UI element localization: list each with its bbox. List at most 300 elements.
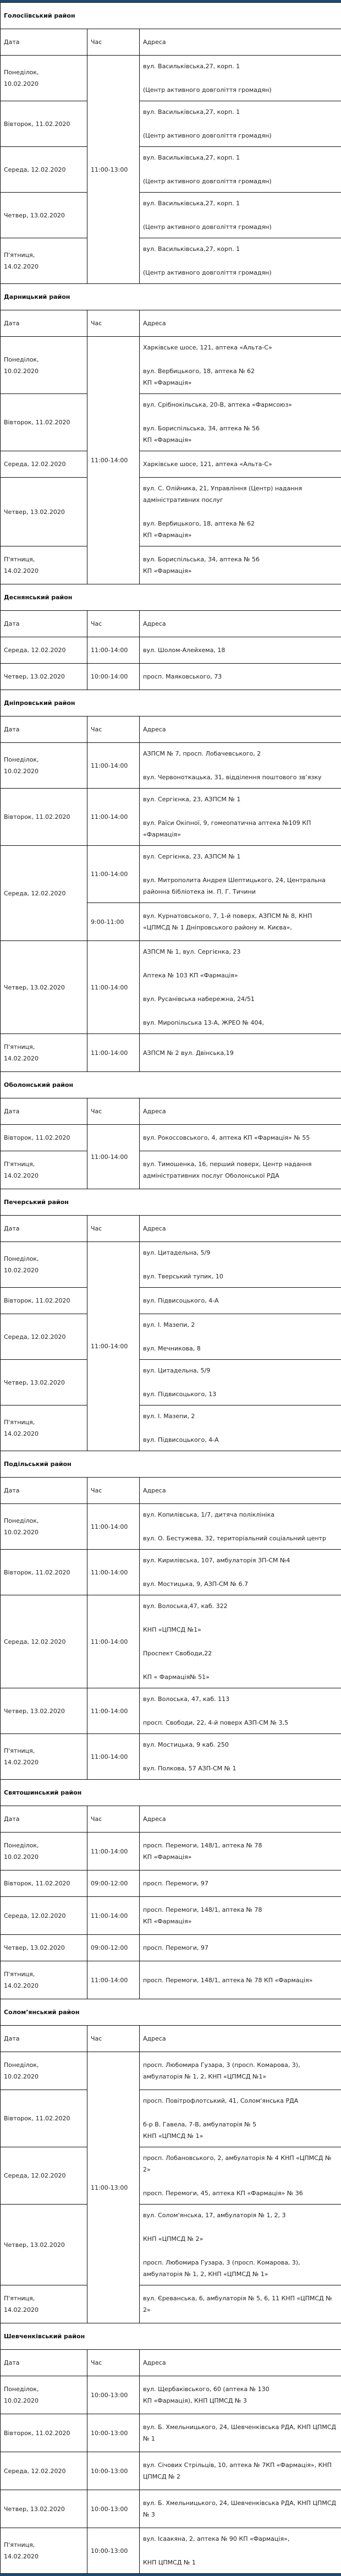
address-cell	[140, 2490, 341, 2528]
address-line: АЗПСМ № 2 вул. Двінська,19	[143, 1047, 338, 1059]
district-heading-row	[1, 284, 341, 310]
district-name: Голосіївський район	[1, 3, 341, 29]
table-row	[1, 846, 341, 903]
address-line: Проспект Свободи,22	[143, 1648, 338, 1659]
address-cell	[140, 2285, 341, 2323]
address-line: вул. Васильківська,27, корп. 1	[143, 152, 338, 163]
address-cell	[140, 1550, 341, 1595]
address-column-header: Адреса	[140, 310, 341, 337]
date-cell	[1, 238, 87, 284]
column-header-row	[1, 2350, 341, 2376]
date-cell	[1, 101, 87, 147]
time-cell: 11:00-14:00	[87, 789, 140, 846]
address-line: просп. Любомира Гузара, 3 (просп. Комарова, 3), амбулаторія № 1, 2, КНП «ЦПМСД № 1»	[143, 2257, 338, 2280]
date-cell	[1, 1595, 87, 1688]
time-cell: 10:00-13:00	[87, 2414, 140, 2452]
date-text: П'ятниця, 14.02.2020	[4, 1419, 38, 1437]
address-cell	[140, 1871, 341, 1897]
address-line: просп. Лобановського, 2, амбулаторія № 4 КНП «ЦПМСД № 2»	[143, 2152, 338, 2175]
date-cell	[1, 2147, 87, 2205]
table-row	[1, 2090, 341, 2147]
table-row	[1, 1897, 341, 1935]
district-heading-row	[1, 584, 341, 611]
address-cell	[140, 941, 341, 1034]
address-line: вул. Раїси Окіпної, 9, гомеопатична аптека №109 КП «Фармація»	[143, 817, 338, 840]
time-cell: 11:00-14:00	[87, 1034, 140, 1072]
date-text: Вівторок, 11.02.2020	[4, 419, 70, 426]
address-cell	[140, 2090, 341, 2147]
address-line: вул. О. Бестужева, 32, територіальний соціальний центр	[143, 1533, 338, 1544]
address-cell	[140, 394, 341, 451]
address-cell	[140, 1734, 341, 1780]
time-column-header: Час	[87, 717, 140, 743]
address-cell	[140, 478, 341, 546]
date-text: П'ятниця, 14.02.2020	[4, 1971, 38, 1989]
column-header-row	[1, 310, 341, 337]
date-cell	[1, 1897, 87, 1935]
address-line: вул. Підвисоцького, 4-А	[143, 1295, 338, 1306]
time-column-header: Час	[87, 1216, 140, 1242]
date-text: Вівторок, 11.02.2020	[4, 121, 70, 128]
table-row	[1, 1504, 341, 1550]
date-column-header: Дата	[1, 717, 87, 743]
bottom-accent-bar	[0, 2574, 341, 2576]
date-text: Четвер, 13.02.2020	[4, 1379, 65, 1386]
address-cell	[140, 2414, 341, 2452]
date-cell	[1, 846, 87, 941]
address-line: Аптека № 103 КП «Фармація»	[143, 970, 338, 981]
district-name: Печерський район	[1, 1189, 341, 1216]
date-cell	[1, 1504, 87, 1550]
address-line: вул. Б. Хмельницького, 24, Шевченківська РДА, КНП ЦПМСД № 1	[143, 2421, 338, 2444]
district-name: Дніпровський район	[1, 690, 341, 717]
date-cell	[1, 147, 87, 193]
date-cell	[1, 1405, 87, 1451]
address-line: просп. Перемоги, 45, аптека КП «Фармація» № 36	[143, 2187, 338, 2199]
date-cell	[1, 941, 87, 1034]
address-line: вул. Підвисоцького, 4-А	[143, 1434, 338, 1446]
time-column-header: Час	[87, 29, 140, 56]
address-line: вул. Васильківська,27, корп. 1	[143, 243, 338, 255]
address-cell	[140, 846, 341, 903]
column-header-row	[1, 1806, 341, 1833]
address-cell	[140, 1504, 341, 1550]
date-text: П'ятниця, 14.02.2020	[4, 1161, 38, 1179]
date-text: Середа, 12.02.2020	[4, 461, 66, 468]
address-line: вул. Курнатовського, 7, 1-й поверх, АЗПСМ № 8, КНП «ЦПМСД № 1 Дніпровського району м. Києва»,	[143, 910, 338, 933]
address-cell	[140, 56, 341, 101]
address-cell	[140, 637, 341, 664]
district-name: Подільський район	[1, 1451, 341, 1478]
address-line: вул. Митрополита Андрея Шептицького, 24, Центральна районна бібліотека ім. П. Г. Тичини	[143, 874, 338, 898]
table-row	[1, 394, 341, 451]
date-cell	[1, 2452, 87, 2490]
date-cell	[1, 1550, 87, 1595]
address-line: вул. Срібнокільська, 20-В, аптека «Фармсоюз»	[143, 399, 338, 411]
date-cell	[1, 56, 87, 101]
table-row	[1, 2414, 341, 2452]
address-column-header: Адреса	[140, 29, 341, 56]
time-cell: 11:00-13:00	[87, 2052, 140, 2323]
time-cell: 11:00-13:00	[87, 56, 140, 284]
address-cell	[140, 1242, 341, 1288]
date-column-header: Дата	[1, 1478, 87, 1504]
address-line: вул. Солом'янська, 17, амбулаторія № 1, 2, 3	[143, 2209, 338, 2221]
table-row	[1, 2376, 341, 2414]
date-cell	[1, 1314, 87, 1360]
date-cell	[1, 1151, 87, 1189]
table-row	[1, 2147, 341, 2205]
column-header-row	[1, 1216, 341, 1242]
table-row	[1, 1288, 341, 1314]
address-cell	[140, 1125, 341, 1151]
address-line: вул. Волоська, 47, каб. 113	[143, 1693, 338, 1705]
date-text: Понеділок, 10.02.2020	[4, 1842, 39, 1861]
time-cell: 09:00-12:00	[87, 1871, 140, 1897]
address-line: вул. Сергієнка, 23, АЗПСМ № 1	[143, 851, 338, 862]
time-column-header: Час	[87, 1478, 140, 1504]
address-column-header: Адреса	[140, 717, 341, 743]
district-heading-row	[1, 1451, 341, 1478]
time-cell: 11:00-14:00	[87, 1242, 140, 1451]
date-text: Понеділок, 10.02.2020	[4, 1255, 39, 1274]
date-text: Четвер, 13.02.2020	[4, 1708, 65, 1715]
time-column-header: Час	[87, 611, 140, 637]
date-cell	[1, 1242, 87, 1288]
address-column-header: Адреса	[140, 1478, 341, 1504]
time-cell: 10:00-14:00	[87, 664, 140, 690]
column-header-row	[1, 717, 341, 743]
address-column-header: Адреса	[140, 611, 341, 637]
table-row	[1, 1151, 341, 1189]
time-cell: 11:00-14:00	[87, 337, 140, 584]
address-cell	[140, 2205, 341, 2285]
address-cell	[140, 2452, 341, 2490]
time-cell: 10:00-13:00	[87, 2490, 140, 2528]
date-cell	[1, 637, 87, 664]
date-text: П'ятниця, 14.02.2020	[4, 1747, 38, 1766]
address-cell	[140, 903, 341, 941]
date-cell	[1, 451, 87, 478]
address-line: вул. Мостицька, 9 каб. 250	[143, 1739, 338, 1751]
date-text: Понеділок, 10.02.2020	[4, 756, 39, 775]
address-line: просп. Перемоги, 97	[143, 1942, 338, 1954]
address-cell	[140, 743, 341, 789]
time-cell: 11:00-14:00	[87, 1504, 140, 1550]
time-cell: 11:00-14:00	[87, 1833, 140, 1871]
address-line: КНП «ЦПМСД №1»	[143, 1624, 338, 1636]
table-row	[1, 238, 341, 284]
table-row	[1, 2052, 341, 2090]
address-line: КНП «ЦПМСД № 2»	[143, 2233, 338, 2245]
district-name: Дарницький район	[1, 284, 341, 310]
district-heading-row	[1, 1780, 341, 1806]
table-row	[1, 1314, 341, 1360]
time-cell: 11:00-14:00	[87, 1734, 140, 1780]
time-cell: 10:00-13:00	[87, 2452, 140, 2490]
date-column-header: Дата	[1, 1098, 87, 1125]
address-cell	[140, 546, 341, 584]
date-cell	[1, 1360, 87, 1405]
date-column-header: Дата	[1, 29, 87, 56]
date-text: Четвер, 13.02.2020	[4, 1944, 65, 1951]
time-cell: 10:00-13:00	[87, 2528, 140, 2574]
date-text: П'ятниця, 14.02.2020	[4, 1043, 38, 1062]
time-cell: 10:00-13:00	[87, 2376, 140, 2414]
date-text: Вівторок, 11.02.2020	[4, 1134, 70, 1141]
table-row	[1, 1550, 341, 1595]
district-name: Шевченківський район	[1, 2323, 341, 2350]
date-text: Середа, 12.02.2020	[4, 2172, 66, 2179]
address-line: просп. Перемоги, 148/1, аптека № 78 КП «Фармація»	[143, 1840, 338, 1863]
date-cell	[1, 2414, 87, 2452]
date-cell	[1, 789, 87, 846]
address-cell	[140, 1897, 341, 1935]
address-line: вул. Січових Стрільців, 10, аптека № 7КП «Фармація», КНП ЦПМСД № 2	[143, 2459, 338, 2482]
date-column-header: Дата	[1, 2350, 87, 2376]
district-heading-row	[1, 1072, 341, 1098]
date-cell	[1, 1125, 87, 1151]
address-line: вул. Волоська,47, каб. 322	[143, 1600, 338, 1612]
date-text: Четвер, 13.02.2020	[4, 2241, 65, 2249]
table-row	[1, 664, 341, 690]
address-line: вул. Мечникова, 8	[143, 1343, 338, 1354]
address-line: вул. Червоноткацька, 31, відділення поштового зв’язку	[143, 772, 338, 783]
date-cell	[1, 193, 87, 238]
date-text: Вівторок, 11.02.2020	[4, 1569, 70, 1576]
table-row	[1, 2452, 341, 2490]
address-cell	[140, 193, 341, 238]
time-cell: 11:00-14:00	[87, 1688, 140, 1734]
date-text: Середа, 12.02.2020	[4, 890, 66, 897]
date-text: Четвер, 13.02.2020	[4, 984, 65, 991]
address-line: вул. Бориспільська, 34, аптека № 56 КП «Фармація»	[143, 554, 338, 577]
date-cell	[1, 337, 87, 394]
table-row	[1, 2205, 341, 2285]
district-name: Солом’янський район	[1, 1999, 341, 2026]
address-line: вул. Рокоссовського, 4, аптека КП «Фармація» № 55	[143, 1132, 338, 1144]
date-text: Четвер, 13.02.2020	[4, 212, 65, 219]
date-text: П'ятниця, 14.02.2020	[4, 2295, 38, 2314]
table-row	[1, 101, 341, 147]
date-cell	[1, 1871, 87, 1897]
address-cell	[140, 147, 341, 193]
address-line: вул. Васильківська,27, корп. 1	[143, 198, 338, 209]
table-row	[1, 451, 341, 478]
address-line: вул. Вербицького, 18, аптека № 62 КП «Фармація»	[143, 518, 338, 541]
address-line: просп. Перемоги, 97	[143, 1878, 338, 1889]
address-cell	[140, 1405, 341, 1451]
address-cell	[140, 664, 341, 690]
date-cell	[1, 546, 87, 584]
address-column-header: Адреса	[140, 2350, 341, 2376]
address-line: вул. Сергієнка, 23, АЗПСМ № 1	[143, 794, 338, 805]
address-line: АЗПСМ № 1, вул. Сергієнка, 23	[143, 946, 338, 958]
district-name: Оболонський район	[1, 1072, 341, 1098]
time-cell: 11:00-14:00	[87, 1550, 140, 1595]
address-line: (Центр активного довголіття громадян)	[143, 130, 338, 141]
date-text: Середа, 12.02.2020	[4, 647, 66, 654]
time-cell: 09:00-12:00	[87, 1935, 140, 1961]
column-header-row	[1, 2026, 341, 2052]
date-text: Вівторок, 11.02.2020	[4, 813, 70, 821]
table-row	[1, 147, 341, 193]
address-line: просп. Свободи, 22, 4-й поверх АЗП-СМ № 3,5	[143, 1717, 338, 1729]
table-row	[1, 56, 341, 101]
time-cell: 11:00-14:00	[87, 846, 140, 903]
address-line: вул. Васильківська,27, корп. 1	[143, 61, 338, 72]
date-cell	[1, 1688, 87, 1734]
address-line: вул. Цитадельна, 5/9	[143, 1247, 338, 1259]
address-cell	[140, 1688, 341, 1734]
date-text: Четвер, 13.02.2020	[4, 2506, 65, 2513]
table-row	[1, 637, 341, 664]
time-column-header: Час	[87, 1806, 140, 1833]
address-line: Харківське шосе, 121, аптека «Альта-С»	[143, 342, 338, 353]
address-column-header: Адреса	[140, 1098, 341, 1125]
table-row	[1, 1734, 341, 1780]
date-text: Середа, 12.02.2020	[4, 1333, 66, 1341]
column-header-row	[1, 29, 341, 56]
address-cell	[140, 101, 341, 147]
table-row	[1, 1125, 341, 1151]
date-cell	[1, 1734, 87, 1780]
column-header-row	[1, 611, 341, 637]
date-text: П'ятниця, 14.02.2020	[4, 251, 38, 270]
date-text: Вівторок, 11.02.2020	[4, 2115, 70, 2122]
address-line: просп. Маяковського, 73	[143, 671, 338, 682]
date-text: Понеділок, 10.02.2020	[4, 1517, 39, 1536]
table-row	[1, 2528, 341, 2574]
address-line: КП « Фармація№ 51»	[143, 1671, 338, 1683]
date-cell	[1, 743, 87, 789]
district-name: Деснянський район	[1, 584, 341, 611]
date-cell	[1, 2528, 87, 2574]
address-line: вул. Русанівська набережна, 24/51	[143, 993, 338, 1005]
table-row	[1, 193, 341, 238]
district-heading-row	[1, 2323, 341, 2350]
address-line: вул. Копилівська, 1/7, дитяча поліклініка	[143, 1509, 338, 1521]
table-row	[1, 1360, 341, 1405]
address-line: вул. Шолом-Алейхема, 18	[143, 644, 338, 656]
date-text: П'ятниця, 14.02.2020	[4, 556, 38, 575]
table-row	[1, 1961, 341, 1999]
address-cell	[140, 1151, 341, 1189]
address-line: вул. Полкова, 57 АЗП-СМ № 1	[143, 1763, 338, 1774]
table-row	[1, 941, 341, 1034]
address-cell	[140, 1288, 341, 1314]
date-text: Четвер, 13.02.2020	[4, 508, 65, 516]
date-text: Вівторок, 11.02.2020	[4, 1880, 70, 1887]
schedule-table	[0, 2, 341, 2574]
date-cell	[1, 2490, 87, 2528]
address-line: (Центр активного довголіття громадян)	[143, 176, 338, 187]
date-column-header: Дата	[1, 611, 87, 637]
address-cell	[140, 2147, 341, 2205]
table-row	[1, 1034, 341, 1072]
time-column-header: Час	[87, 2026, 140, 2052]
address-cell	[140, 337, 341, 394]
address-line: вул. Єреванська, 6, амбулаторія № 5, 6, 11 КНП «ЦПМСД № 2»	[143, 2293, 338, 2316]
address-line: просп. Перемоги, 148/1, аптека № 78 КП «Фармація»	[143, 1904, 338, 1927]
date-cell	[1, 394, 87, 451]
address-column-header: Адреса	[140, 1216, 341, 1242]
date-text: Середа, 12.02.2020	[4, 2468, 66, 2475]
address-line: Харківське шосе, 121, аптека «Альта-С»	[143, 458, 338, 470]
address-line: АЗПСМ № 7, просп. Лобачевського, 2	[143, 748, 338, 759]
time-cell: 11:00-14:00	[87, 1897, 140, 1935]
date-cell	[1, 1961, 87, 1999]
time-cell: 11:00-14:00	[87, 1595, 140, 1688]
district-heading-row	[1, 1999, 341, 2026]
address-line: вул. С. Олійника, 21, Управління (Центр) надання адміністративних послуг	[143, 483, 338, 506]
date-text: Понеділок, 10.02.2020	[4, 356, 39, 375]
district-heading-row	[1, 1189, 341, 1216]
address-cell	[140, 2528, 341, 2574]
address-line: просп. Перемоги, 148/1, аптека № 78 КП «Фармація»	[143, 1975, 338, 1986]
date-text: Середа, 12.02.2020	[4, 166, 66, 173]
address-cell	[140, 451, 341, 478]
address-column-header: Адреса	[140, 2026, 341, 2052]
date-text: Четвер, 13.02.2020	[4, 673, 65, 680]
date-cell	[1, 2090, 87, 2147]
table-row	[1, 1935, 341, 1961]
address-line: вул. Тверський тупик, 10	[143, 1271, 338, 1282]
table-row	[1, 1871, 341, 1897]
date-text: Середа, 12.02.2020	[4, 1638, 66, 1645]
date-cell	[1, 2205, 87, 2285]
table-row	[1, 546, 341, 584]
date-cell	[1, 2376, 87, 2414]
address-line: вул. Підвисоцького, 13	[143, 1388, 338, 1400]
date-cell	[1, 1833, 87, 1871]
address-line: вул. Мостицька, 9, АЗП-СМ № 6.7	[143, 1578, 338, 1590]
address-cell	[140, 1360, 341, 1405]
table-row	[1, 478, 341, 546]
address-line: вул. Вербицького, 18, аптека № 62 КП «Фармація»	[143, 365, 338, 389]
address-cell	[140, 2376, 341, 2414]
column-header-row	[1, 1478, 341, 1504]
address-line: вул. І. Мазепи, 2	[143, 1410, 338, 1422]
date-cell	[1, 2052, 87, 2090]
address-column-header: Адреса	[140, 1806, 341, 1833]
address-cell	[140, 2052, 341, 2090]
table-row	[1, 1688, 341, 1734]
date-cell	[1, 2285, 87, 2323]
address-line: (Центр активного довголіття громадян)	[143, 84, 338, 96]
table-row	[1, 1242, 341, 1288]
address-line: вул. Цитадельна, 5/9	[143, 1365, 338, 1376]
address-line: вул. Ісаакяна, 2, аптека № 90 КП «Фармація»,	[143, 2533, 338, 2545]
date-column-header: Дата	[1, 1806, 87, 1833]
time-cell: 11:00-14:00	[87, 1125, 140, 1189]
district-heading-row	[1, 3, 341, 29]
date-column-header: Дата	[1, 1216, 87, 1242]
table-row	[1, 337, 341, 394]
address-cell	[140, 1595, 341, 1688]
address-cell	[140, 1961, 341, 1999]
address-line: вул. Васильківська,27, корп. 1	[143, 106, 338, 118]
address-line: вул. Кирилівська, 107, амбулаторія ЗП-СМ №4	[143, 1555, 338, 1566]
address-cell	[140, 1314, 341, 1360]
table-row	[1, 2490, 341, 2528]
address-line: КНП ЦПМСД № 1	[143, 2557, 338, 2568]
time-column-header: Час	[87, 310, 140, 337]
time-cell: 11:00-14:00	[87, 1961, 140, 1999]
date-text: Понеділок, 10.02.2020	[4, 2386, 39, 2404]
address-line: вул. Бориспільська, 34, аптека № 56 КП «Фармація»	[143, 423, 338, 446]
table-row	[1, 743, 341, 789]
